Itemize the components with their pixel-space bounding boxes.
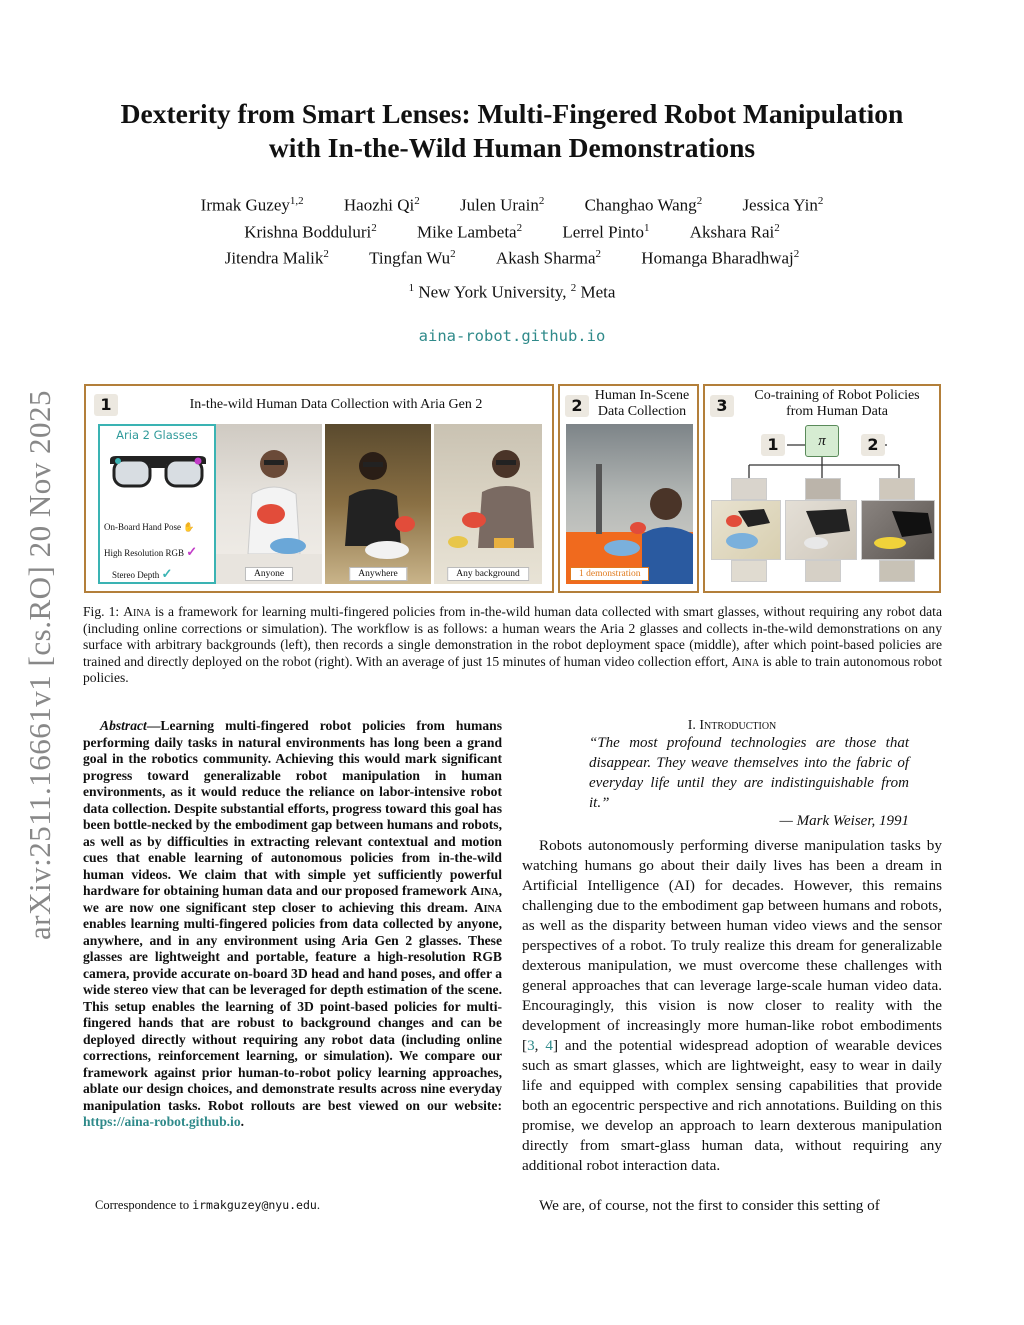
person-illustration — [325, 424, 431, 584]
author: Homanga Bharadhwaj$^2$ — [641, 248, 800, 268]
photo-caption: 1 demonstration — [570, 567, 649, 581]
photo-caption: Anywhere — [349, 567, 407, 581]
author-list — [110, 190, 914, 270]
feature-rgb: High Resolution RGB ✓ — [104, 544, 198, 559]
input-box-2: 2 — [861, 434, 885, 456]
author: Julen Urain$^2$ — [459, 195, 545, 215]
photo-robot-scene — [566, 424, 693, 584]
author: Haozhi Qi$^2$ — [343, 195, 420, 215]
robot-tile — [711, 500, 781, 560]
panel-1-title: In-the-wild Human Data Collection with Aria Gen 2 — [189, 397, 483, 412]
photo-any-background — [434, 424, 542, 584]
author: Jitendra Malik$^2$ — [224, 248, 329, 268]
feature-hand-pose: On-Board Hand Pose ✋ — [104, 522, 195, 532]
footnote: Correspondence to irmakguzey@nyu.edu. — [95, 1198, 320, 1212]
hand-icon: ✋ — [183, 522, 195, 532]
photo-caption: Any background — [447, 567, 529, 581]
author-row-2 — [110, 217, 914, 244]
abstract-website-link[interactable]: https://aina-robot.github.io — [83, 1114, 241, 1129]
author: Mike Lambeta$^2$ — [416, 221, 523, 242]
photo-anyone — [216, 424, 322, 584]
epigraph-attribution: — Mark Weiser, 1991 — [779, 813, 909, 829]
robot-tile — [805, 478, 841, 500]
feature-stereo: Stereo Depth ✓ — [112, 566, 173, 581]
panel-2-title: Human In-Scene Data Collection — [594, 388, 690, 419]
author: Changhao Wang$^2$ — [584, 195, 703, 215]
panel-number-2: 2 — [565, 395, 589, 417]
robot-tile — [879, 560, 915, 582]
photo-caption: Anyone — [245, 567, 293, 581]
policy-box: π — [805, 425, 839, 457]
robot-tile — [731, 560, 767, 582]
panel-3-title: Co-training of Robot Policies from Human Data — [754, 388, 920, 419]
photo-anywhere — [325, 424, 431, 584]
author: Jessica Yin$^2$ — [742, 195, 824, 215]
author: Lerrel Pinto$^1$ — [562, 221, 650, 242]
intro-paragraph-1: Robots autonomously performing diverse manipulation tasks by watching humans go about their daily lives has been a dream in Artificial Intelligence (AI) for decades. However, this remains challenging due to the embodiment gap between humans and robots, as well as the disparity between human video views and the sensor perspectives of a robot. To truly realize this dream for generalizable dexterous manipulation, we must overcome these challenges with general approaches that can leverage large-scale human video data. Encouragingly, this vision is now closer to reality with the development of increasingly more human-like robot embodiments [3, 4] and the potential widespread adoption of wearable devices such as smart glasses, which are lightweight, easy to wear in daily life and equipped with complex sensing capabilities that provide both an egocentric perspective and rich annotations. Building on this promise, we develop an approach to learn dexterous manipulation directly from smart-glass human data, without requiring any additional robot interaction data. — [522, 837, 943, 1174]
author: Tingfan Wu$^2$ — [369, 248, 456, 268]
author-row-3 — [110, 243, 914, 270]
panel-number-1: 1 — [94, 394, 118, 416]
figure-panel-2 — [558, 384, 699, 593]
project-website-link[interactable]: aina-robot.github.io — [418, 327, 606, 345]
robot-tile — [785, 500, 857, 560]
citation-link[interactable]: 4 — [545, 1037, 553, 1054]
citation-link[interactable]: 3 — [527, 1037, 535, 1054]
author: Irmak Guzey$^{1,2}$ — [200, 195, 304, 215]
title-line-1: Dexterity from Smart Lenses: Multi-Fingered Robot Manipulation — [120, 98, 904, 129]
robot-tile — [879, 478, 915, 500]
glasses-icon — [106, 450, 210, 494]
panel-number-3: 3 — [710, 395, 734, 417]
epigraph-quote: “The most profound technologies are those that disappear. They weave themselves into the fabric of everyday life until they are indistinguishable from it.” — [589, 735, 909, 811]
figure-panel-3 — [703, 384, 941, 593]
author: Akshara Rai$^2$ — [689, 221, 780, 242]
robot-tile — [731, 478, 767, 500]
author: Akash Sharma$^2$ — [495, 248, 602, 268]
robot-tile — [805, 560, 841, 582]
input-box-1: 1 — [761, 434, 785, 456]
author: Krishna Bodduluri$^2$ — [244, 221, 377, 242]
correspondence-email[interactable]: irmakguzey@nyu.edu — [192, 1198, 317, 1212]
abstract: Abstract—Learning multi-fingered robot policies from humans performing daily tasks in natural environments has long been a grand goal in the robotics community. Achieving this would mark significant progress toward generalizable robot manipulation in human environments, as it would reduce the reliance on labor-intensive robot data collection. Despite substantial efforts, progress toward this goal has been bottle-necked by the embodiment gap between humans and robots, as well as by difficulties in extracting relevant contextual and motion cues that enable learning of autonomous policies from in-the-wild human videos. We claim that with simple yet sufficiently powerful hardware for obtaining human data and our proposed framework Aina, we are now one significant step closer to achieving this dream. Aina enables learning multi-fingered policies from data collected by anyone, anywhere, and in any environment using Aria Gen 2 glasses. These glasses are lightweight and portable, feature a high-resolution RGB camera, provide accurate on-board 3D head and hand poses, and offer a wide stereo view that can be leveraged for depth estimation of the scene. This setup enables the learning of 3D point-based policies for multi-fingered hands that are robust to background changes and can be deployed directly without requiring any robot data (including online corrections, reinforcement learning, or simulation). We compare our framework against prior human-to-robot policy learning approaches, ablate our design choices, and demonstrate results across nine everyday manipulation tasks. Robot rollouts are best viewed on our website: https://aina-robot.github.io. — [83, 718, 502, 1129]
arrows-icon — [785, 436, 905, 456]
affiliations: $^1$ New York University, $^2$ Meta — [408, 282, 616, 302]
aria-glasses-box — [98, 424, 216, 584]
aria-glasses-title: Aria 2 Glasses — [116, 428, 198, 442]
figure-caption: Fig. 1: Aina is a framework for learning multi-fingered policies from in-the-wild human data collected with smart glasses, without requiring any robot data (including online corrections or simulation). The workflow is as follows: a human wears the Aria 2 glasses and collects in-the-wild demonstrations on any surface with arbitrary backgrounds (left), then records a single demonstration in the robot deployment space (middle), after which point-based policies are trained and directly deployed on the robot (right). With an average of just 15 minutes of human video collection effort, Aina is able to train autonomous robot policies. — [83, 604, 943, 685]
title-line-2: with In-the-Wild Human Demonstrations — [268, 132, 756, 163]
person-illustration — [216, 424, 322, 584]
figure-panel-1 — [84, 384, 554, 593]
paper-title — [80, 97, 944, 165]
intro-paragraph-2: We are, of course, not the first to consider this setting of — [539, 1197, 880, 1214]
author-row-1 — [110, 190, 914, 217]
check-icon: ✓ — [161, 566, 173, 581]
scene-illustration — [566, 424, 693, 584]
arxiv-id: arXiv:2511.16661v1 [cs.RO] 20 Nov 2025 — [22, 390, 57, 940]
check-icon: ✓ — [186, 544, 198, 559]
arxiv-stamp — [14, 370, 66, 960]
section-heading-introduction: I. Introduction — [687, 718, 777, 733]
robot-tile — [861, 500, 935, 560]
person-illustration — [434, 424, 542, 584]
